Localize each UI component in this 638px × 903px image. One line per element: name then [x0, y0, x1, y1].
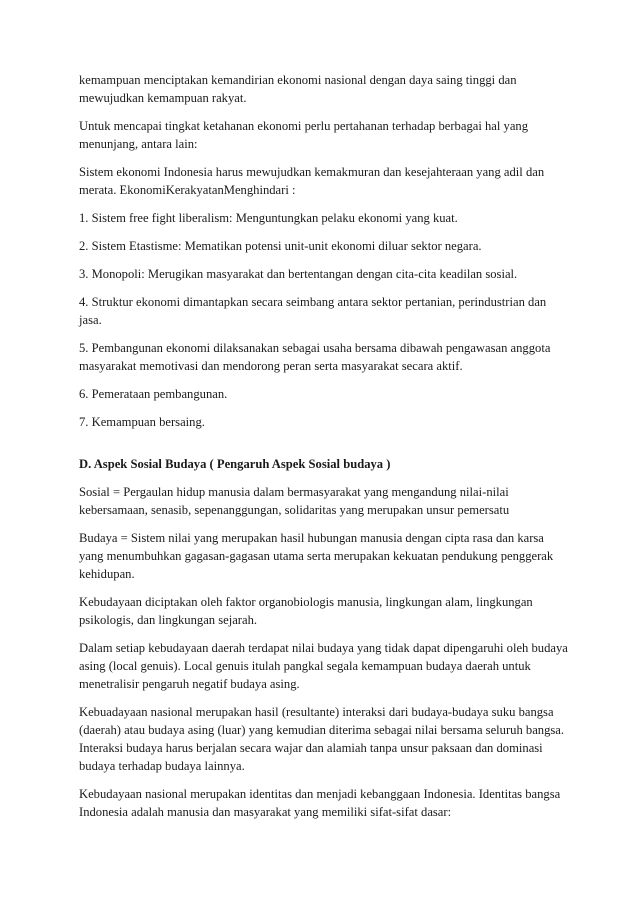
intro-paragraph-1: kemampuan menciptakan kemandirian ekonomi nasional dengan daya saing tinggi dan mewujudkan kemampuan rakyat.	[79, 73, 517, 105]
section-paragraph: Kebuadayaan nasional merupakan hasil (resultante) interaksi dari budaya-budaya suku bangsa (daerah) atau budaya asing (luar) yang kemudian diterima sebagai nilai bersama seluruh bangsa. Interaksi budaya harus berjalan secara wajar dan alamiah tanpa unsur paksaan dan dominasi budaya terhadap budaya lainnya.	[79, 705, 565, 773]
list-item: 3. Monopoli: Merugikan masyarakat dan bertentangan dengan cita-cita keadilan sosial.	[79, 267, 518, 281]
section-paragraph: Kebudayaan diciptakan oleh faktor organobiologis manusia, lingkungan alam, lingkungan psikologis, dan lingkungan sejarah.	[79, 595, 533, 627]
list-item: 4. Struktur ekonomi dimantapkan secara seimbang antara sektor pertanian, perindustrian dan jasa.	[79, 295, 547, 327]
intro-paragraph-3: Sistem ekonomi Indonesia harus mewujudkan kemakmuran dan kesejahteraan yang adil dan merata. EkonomiKerakyatanMenghindari :	[79, 165, 545, 197]
section-paragraph: Dalam setiap kebudayaan daerah terdapat nilai budaya yang tidak dapat dipengaruhi oleh budaya asing (local genuis). Local genuis itulah pangkal segala kemampuan budaya daerah untuk menetralisir pengaruh negatif budaya asing.	[79, 641, 568, 691]
list-item: 5. Pembangunan ekonomi dilaksanakan sebagai usaha bersama dibawah pengawasan anggota masyarakat memotivasi dan mendorong peran serta masyarakat secara aktif.	[79, 341, 551, 373]
list-item: 6. Pemerataan pembangunan.	[79, 387, 228, 401]
list-item: 7. Kemampuan bersaing.	[79, 415, 205, 429]
intro-paragraph-2: Untuk mencapai tingkat ketahanan ekonomi perlu pertahanan terhadap berbagai hal yang menunjang, antara lain:	[79, 119, 528, 151]
document-page	[79, 71, 569, 831]
section-paragraph: Kebudayaan nasional merupakan identitas dan menjadi kebanggaan Indonesia. Identitas bangsa Indonesia adalah manusia dan masyarakat yang memiliki sifat-sifat dasar:	[79, 787, 561, 819]
section-paragraph: Sosial = Pergaulan hidup manusia dalam bermasyarakat yang mengandung nilai-nilai kebersamaan, senasib, sepenanggungan, solidaritas yang merupakan unsur pemersatu	[79, 485, 510, 517]
list-item: 1. Sistem free fight liberalism: Menguntungkan pelaku ekonomi yang kuat.	[79, 211, 458, 225]
list-item: 2. Sistem Etastisme: Mematikan potensi unit-unit ekonomi diluar sektor negara.	[79, 239, 482, 253]
section-heading: D. Aspek Sosial Budaya ( Pengaruh Aspek Sosial budaya )	[79, 457, 391, 471]
section-paragraph: Budaya = Sistem nilai yang merupakan hasil hubungan manusia dengan cipta rasa dan karsa yang menumbuhkan gagasan-gagasan utama serta merupakan kekuatan pendukung penggerak kehidupan.	[79, 531, 554, 581]
